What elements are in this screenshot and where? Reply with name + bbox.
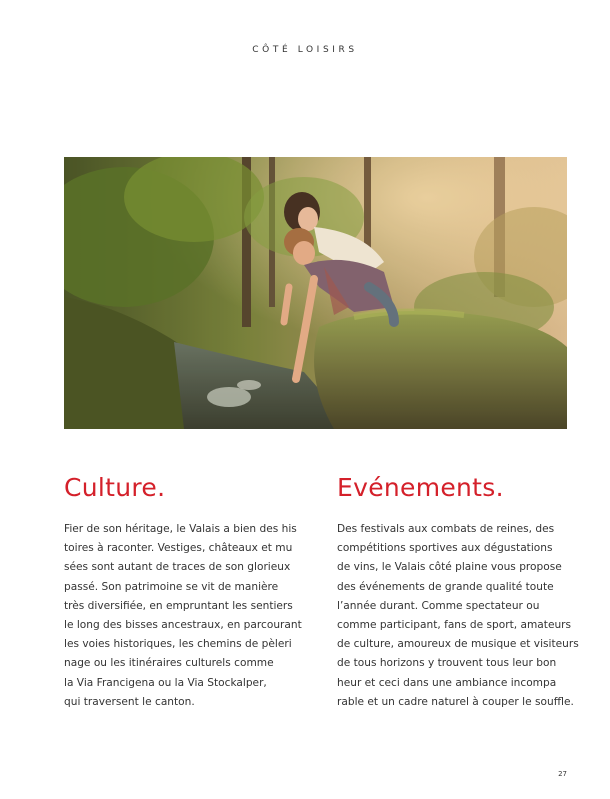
culture-body (64, 520, 302, 712)
page-number: 27 (558, 770, 567, 778)
culture-line: nage ou les itinéraires culturels comme (64, 657, 274, 670)
evenements-heading: Evénements. (337, 473, 504, 502)
evenements-line: l’année durant. Comme spectateur ou (337, 599, 540, 612)
culture-line: qui traversent le canton. (64, 695, 195, 708)
evenements-line: heur et ceci dans une ambiance incompa (337, 676, 557, 689)
evenements-line: compétitions sportives aux dégustations (337, 542, 553, 555)
culture-line: sées sont autant de traces de son glorieux (64, 561, 291, 574)
forest-stream-photo (64, 157, 567, 429)
culture-line: le long des bisses ancestraux, en parcourant (64, 619, 302, 632)
culture-line: les voies historiques, les chemins de pèleri (64, 638, 292, 651)
evenements-line: de culture, amoureux de musique et visiteurs (337, 638, 579, 651)
evenements-line: de vins, le Valais côté plaine vous propose (337, 561, 562, 574)
culture-line: très diversifiée, en empruntant les sentiers (64, 599, 293, 612)
culture-column (64, 470, 302, 712)
evenements-line: Des festivals aux combats de reines, des (337, 523, 555, 535)
culture-line: toires à raconter. Vestiges, châteaux et mu (64, 542, 293, 555)
evenements-line: des événements de grande qualité toute (337, 580, 554, 593)
evenements-body (337, 520, 579, 712)
culture-line: Fier de son héritage, le Valais a bien des his (64, 523, 297, 535)
evenements-line: de tous horizons y trouvent tous leur bon (337, 657, 557, 670)
evenements-column (337, 470, 579, 712)
section-label: CÔTÉ LOISIRS (252, 45, 358, 55)
evenements-line: rable et un cadre naturel à couper le souffle. (337, 695, 574, 708)
culture-line: passé. Son patrimoine se vit de manière (64, 580, 279, 593)
culture-line: la Via Francigena ou la Via Stockalper, (64, 676, 267, 689)
evenements-line: comme participant, fans de sport, amateurs (337, 619, 572, 632)
culture-heading: Culture. (64, 473, 166, 502)
